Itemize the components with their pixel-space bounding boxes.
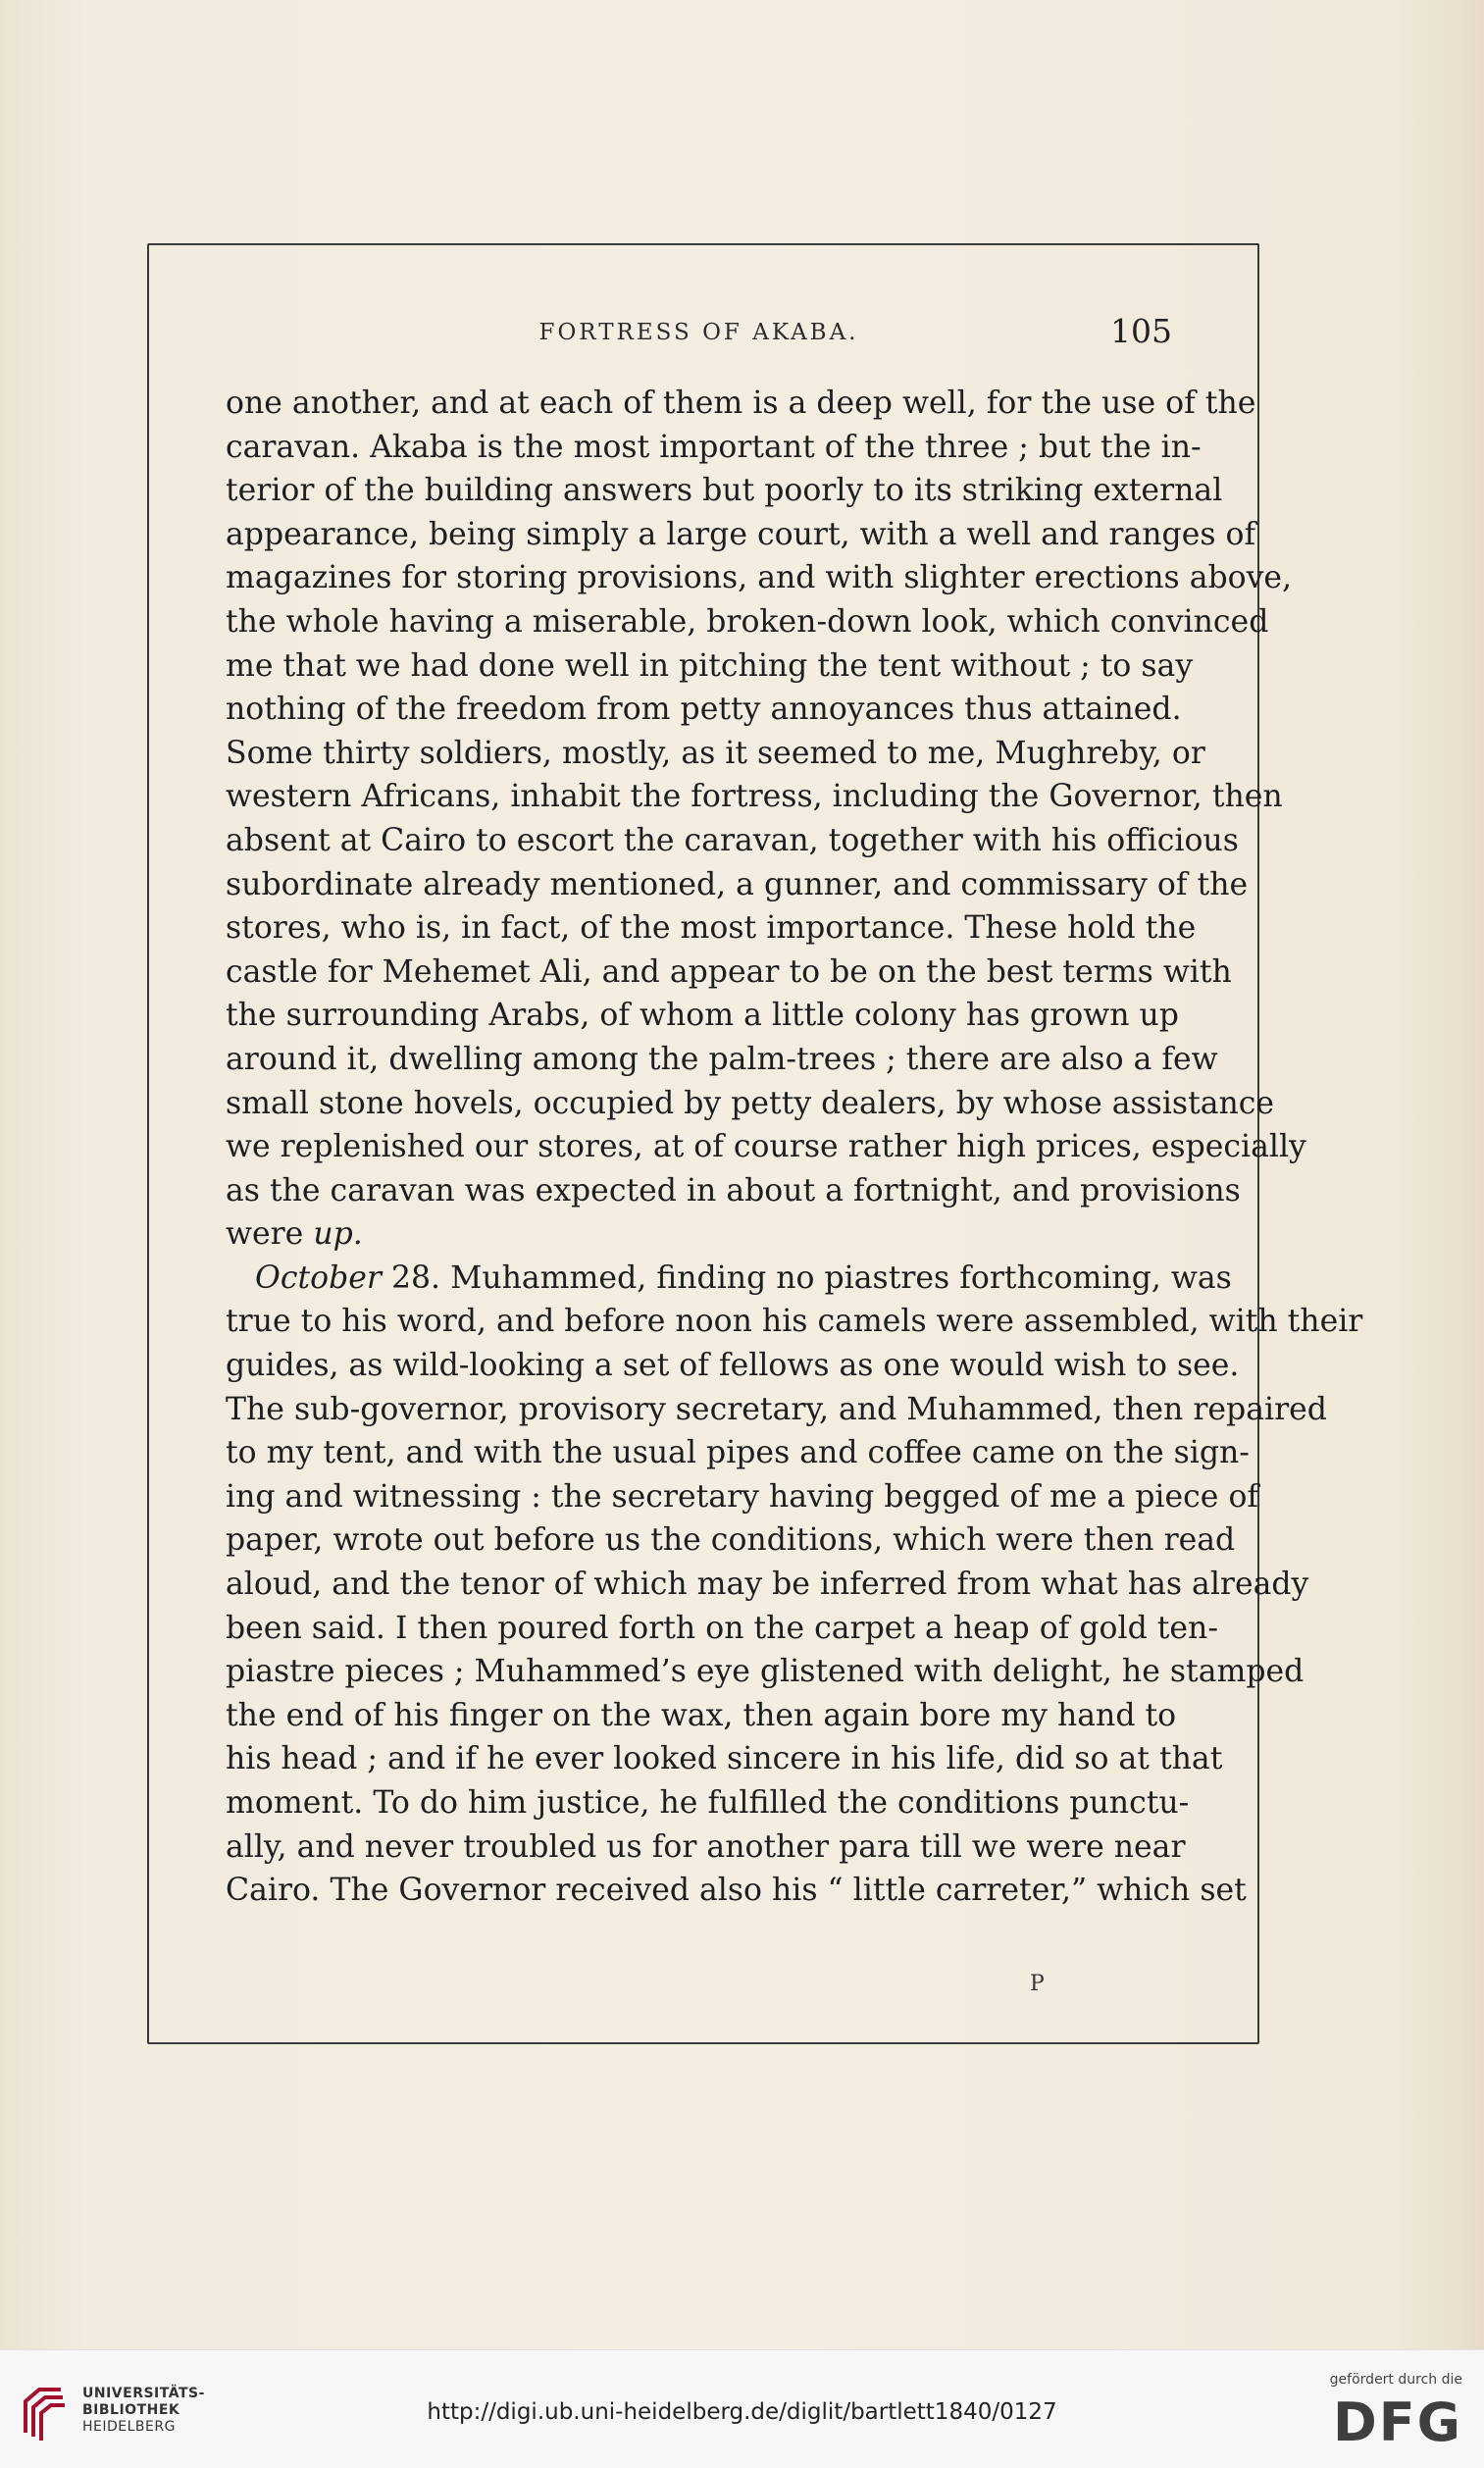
italic-word: up. [313,1216,363,1253]
text-fragment: 28. Muhammed, finding no piastres forthcoming, was [381,1260,1232,1296]
text-line: appearance, being simply a large court, with a well and ranges of [226,516,1256,552]
text-line: true to his word, and before noon his camels were assembled, with their [226,1304,1363,1340]
text-line: ing and witnessing : the secretary having begged of me a piece of [226,1478,1259,1515]
text-line: as the caravan was expected in about a fortnight, and provisions [226,1172,1241,1208]
text-line: small stone hovels, occupied by petty dealers, by whose assistance [226,1085,1275,1121]
text-line: the whole having a miserable, broken-down look, which convinced [226,603,1269,640]
text-line: piastre pieces ; Muhammed’s eye glistened with delight, he stamped [226,1654,1305,1690]
paragraph-end-line [226,1212,1172,1257]
running-title: FORTRESS OF AKABA. [538,320,859,345]
library-name-line: BIBLIOTHEK [82,2402,180,2418]
text-line: paper, wrote out before us the conditions, which were then read [226,1522,1236,1559]
text-line: been said. I then poured forth on the carpet a heap of gold ten- [226,1610,1218,1646]
text-line: Some thirty soldiers, mostly, as it seemed to me, Mughreby, or [226,735,1205,771]
text-line: magazines for storing provisions, and with slighter erections above, [226,560,1293,596]
library-name-line: UNIVERSITÄTS- [82,2386,205,2401]
text-line: terior of the building answers but poorly to its striking external [226,473,1223,509]
viewer-footer [0,2349,1484,2468]
text-line: one another, and at each of them is a deep well, for the use of the [226,386,1256,421]
text-line: caravan. Akaba is the most important of the three ; but the in- [226,429,1202,465]
text-line: the end of his finger on the wax, then again bore my hand to [226,1697,1177,1733]
text-line: stores, who is, in fact, of the most importance. These hold the [226,910,1197,947]
text-line: Cairo. The Governor received also his “ little carreter,” which set [226,1873,1247,1909]
paragraph-start-line [226,1257,1232,1301]
text-fragment: were [226,1216,314,1253]
body-text [226,382,1363,1913]
text-line: aloud, and the tenor of which may be inferred from what has already [226,1567,1309,1603]
text-line: moment. To do him justice, he fulfilled the conditions punctu- [226,1785,1190,1821]
page-number: 105 [1110,312,1172,350]
text-line: ally, and never troubled us for another para till we were near [226,1828,1186,1865]
text-line: we replenished our stores, at of course rather high prices, especially [226,1129,1306,1165]
funder-caption: gefördert durch die [1329,2372,1462,2388]
text-line: to my tent, and with the usual pipes and coffee came on the sign- [226,1435,1250,1471]
text-line: around it, dwelling among the palm-trees ; there are also a few [226,1041,1218,1077]
date-italic: October [255,1260,382,1296]
text-line: absent at Cairo to escort the caravan, together with his officious [226,822,1239,858]
text-line: subordinate already mentioned, a gunner, and commissary of the [226,866,1249,902]
library-name-line: HEIDELBERG [82,2419,176,2435]
text-line: the surrounding Arabs, of whom a little colony has grown up [226,998,1179,1034]
text-line: castle for Mehemet Ali, and appear to be on the best terms with [226,953,1232,990]
permalink-url[interactable]: http://digi.ub.uni-heidelberg.de/diglit/bartlett1840/0127 [427,2399,1057,2425]
signature-mark: P [1030,1972,1045,1996]
text-line: western Africans, inhabit the fortress, including the Governor, then [226,779,1283,815]
text-line: his head ; and if he ever looked sincere in his life, did so at that [226,1741,1223,1777]
text-line: guides, as wild-looking a set of fellows as one would wish to see. [226,1348,1240,1384]
text-line: nothing of the freedom from petty annoyances thus attained. [226,692,1182,728]
dfg-logo[interactable]: DFG [1332,2391,1462,2453]
text-line: The sub-governor, provisory secretary, and Muhammed, then repaired [226,1391,1327,1427]
text-line: me that we had done well in pitching the tent without ; to say [226,647,1194,684]
page-header [226,312,1172,361]
